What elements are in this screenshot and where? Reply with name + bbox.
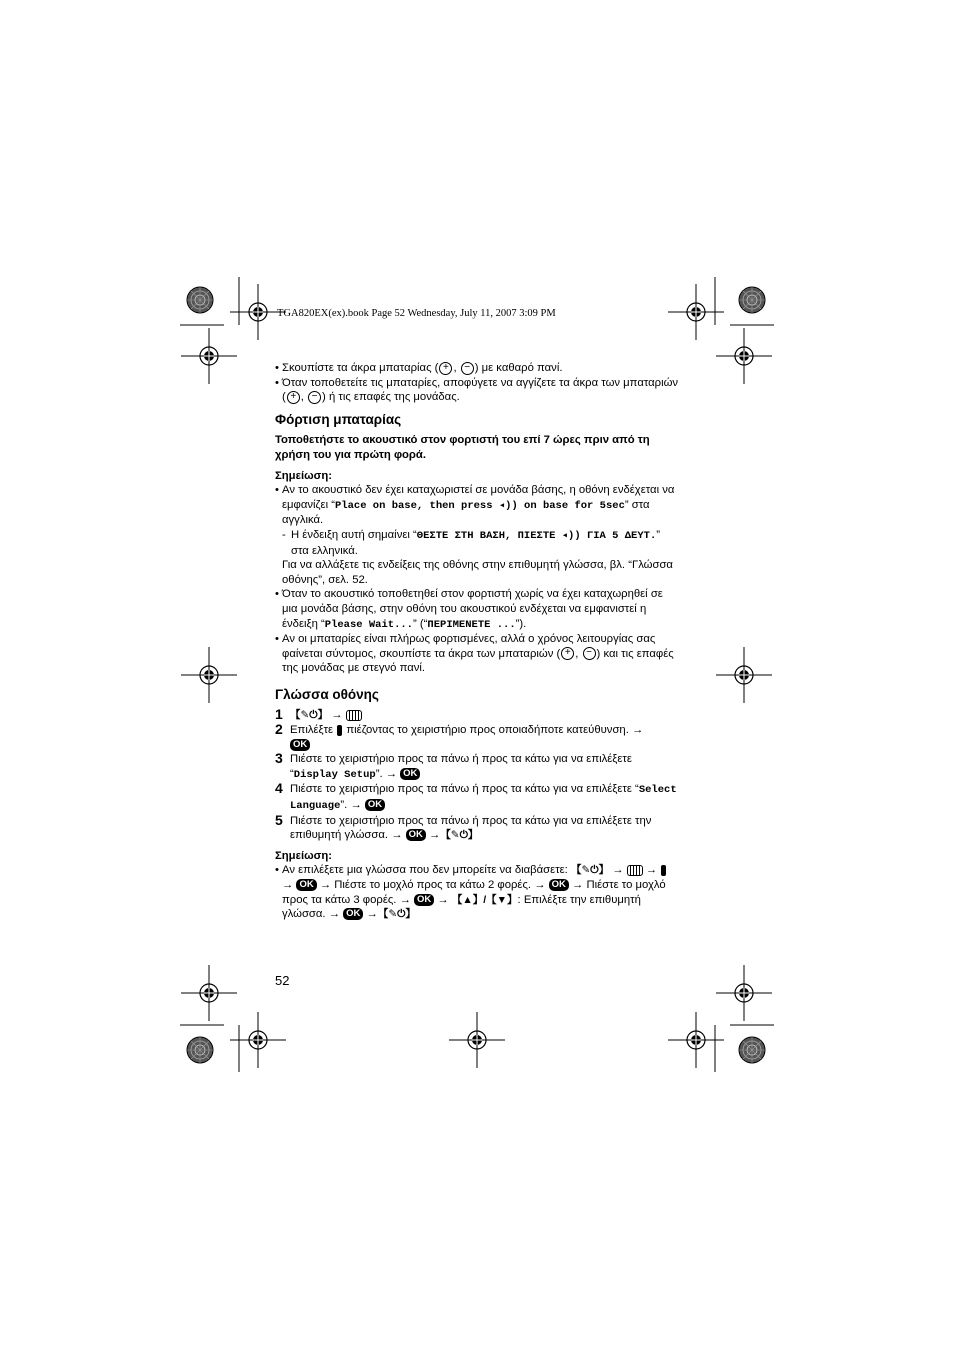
step-5: 5 Πιέστε το χειριστήριο προς τα πάνω ή προς τα κάτω για να επιλέξετε την επιθυμητή γλώσσα. → OK →【✎⏻】 [275, 811, 652, 842]
note-extra: Για να αλλάξετε τις ενδείξεις της οθόνης στην επιθυμητή γλώσσα, βλ. “Γλώσσα οθόνης”, σελ. 52. [282, 559, 673, 586]
plus-icon: + [561, 647, 574, 660]
up-down-keys-icon: 【▲】/【▼】 [451, 893, 518, 906]
page-content [275, 361, 680, 922]
ok-icon: OK [290, 739, 310, 751]
note-subitem: - Η ένδειξη αυτή σημαίνει “ΘΕΣΤΕ ΣΤΗ ΒΑΣΗ, ΠΙΕΣΤΕ ◂)) ΓΙΑ 5 ΔΕΥΤ.” στα ελληνικά. [282, 528, 661, 557]
note-bullet-1: • Αν το ακουστικό δεν έχει καταχωριστεί σε μονάδα βάσης, η οθόνη ενδέχεται να εμφανίζει “Place on base, then press ◂)) on base for 5sec” στα αγγλικά. [275, 483, 680, 528]
print-header: TGA820EX(ex).book Page 52 Wednesday, July 11, 2007 3:09 PM [277, 308, 556, 319]
joystick-icon [661, 865, 666, 876]
intro-bullet-2: • Όταν τοποθετείτε τις μπαταρίες, αποφύγετε να αγγίζετε τα άκρα των μπαταριών ( + , − ) ή τις επαφές της μονάδας. [275, 376, 680, 405]
ok-icon: OK [365, 799, 385, 811]
plus-icon: + [287, 391, 300, 404]
off-key-icon: 【✎⏻】 [440, 829, 479, 842]
charging-instruction: Τοποθετήστε το ακουστικό στον φορτιστή του επί 7 ώρες πριν από τη χρήση του για πρώτη φορά. [275, 434, 650, 461]
ok-icon: OK [296, 879, 316, 891]
plus-icon: + [439, 362, 452, 375]
step-4: 4 Πιέστε το χειριστήριο προς τα πάνω ή προς τα κάτω για να επιλέξετε “Select Language”. → OK [275, 780, 677, 813]
note-label: Σημείωση: [275, 849, 333, 862]
menu-icon [627, 865, 643, 876]
minus-icon: − [583, 647, 596, 660]
menu-icon [346, 710, 362, 721]
off-key-icon: 【✎⏻】 [290, 709, 329, 722]
step-1: 1 【✎⏻】 → [275, 708, 680, 723]
off-key-icon: 【✎⏻】 [570, 864, 610, 877]
step-3: 3 Πιέστε το χειριστήριο προς τα πάνω ή προς τα κάτω για να επιλέξετε “Display Setup”. → OK [275, 750, 632, 781]
ok-icon: OK [406, 829, 426, 841]
section-title-charging: Φόρτιση μπαταρίας [275, 411, 402, 427]
section-title-language: Γλώσσα οθόνης [275, 686, 379, 702]
note-bullet-3: • Αν οι μπαταρίες είναι πλήρως φορτισμένες, αλλά ο χρόνος λειτουργίας σας φαίνεται σύντομος, σκουπίστε τα άκρα των μπαταριών ( + , − ) και τις επαφές της μονάδας με στεγνό πανί. [275, 632, 680, 676]
language-note: • Αν επιλέξετε μια γλώσσα που δεν μπορείτε να διαβάσετε: 【✎⏻】 → → → OK → Πιέστε το μοχλό προς τα κάτω 2 φορές. → OK → Πιέστε το μοχλό προς τα κάτω 3 φορές. → OK → 【▲】/【▼】: Επιλέξτε την επιθυμητή γλώσσα. → OK →【✎⏻】 [275, 863, 680, 921]
off-key-icon: 【✎⏻】 [377, 908, 416, 921]
minus-icon: − [308, 391, 321, 404]
ok-icon: OK [343, 908, 363, 920]
note-bullet-2: • Όταν το ακουστικό τοποθετηθεί στον φορτιστή χωρίς να έχει καταχωρηθεί σε μια μονάδα βάσης, στην οθόνη του ακουστικού ενδέχεται να εμφανιστεί η ένδειξη “Please Wait...” (“ΠΕΡΙΜΕΝΕΤΕ ...”). [275, 587, 680, 632]
ok-icon: OK [400, 768, 420, 780]
joystick-icon [337, 725, 342, 736]
ok-icon: OK [549, 879, 569, 891]
step-2: 2 Επιλέξτε πιέζοντας το χειριστήριο προς οποιαδήποτε κατεύθυνση. → OK [275, 721, 644, 750]
ok-icon: OK [414, 894, 434, 906]
page-number: 52 [275, 973, 290, 988]
minus-icon: − [461, 362, 474, 375]
note-label: Σημείωση: [275, 469, 333, 482]
intro-bullet-1: • Σκουπίστε τα άκρα μπαταρίας ( + , − ) με καθαρό πανί. [275, 361, 680, 376]
